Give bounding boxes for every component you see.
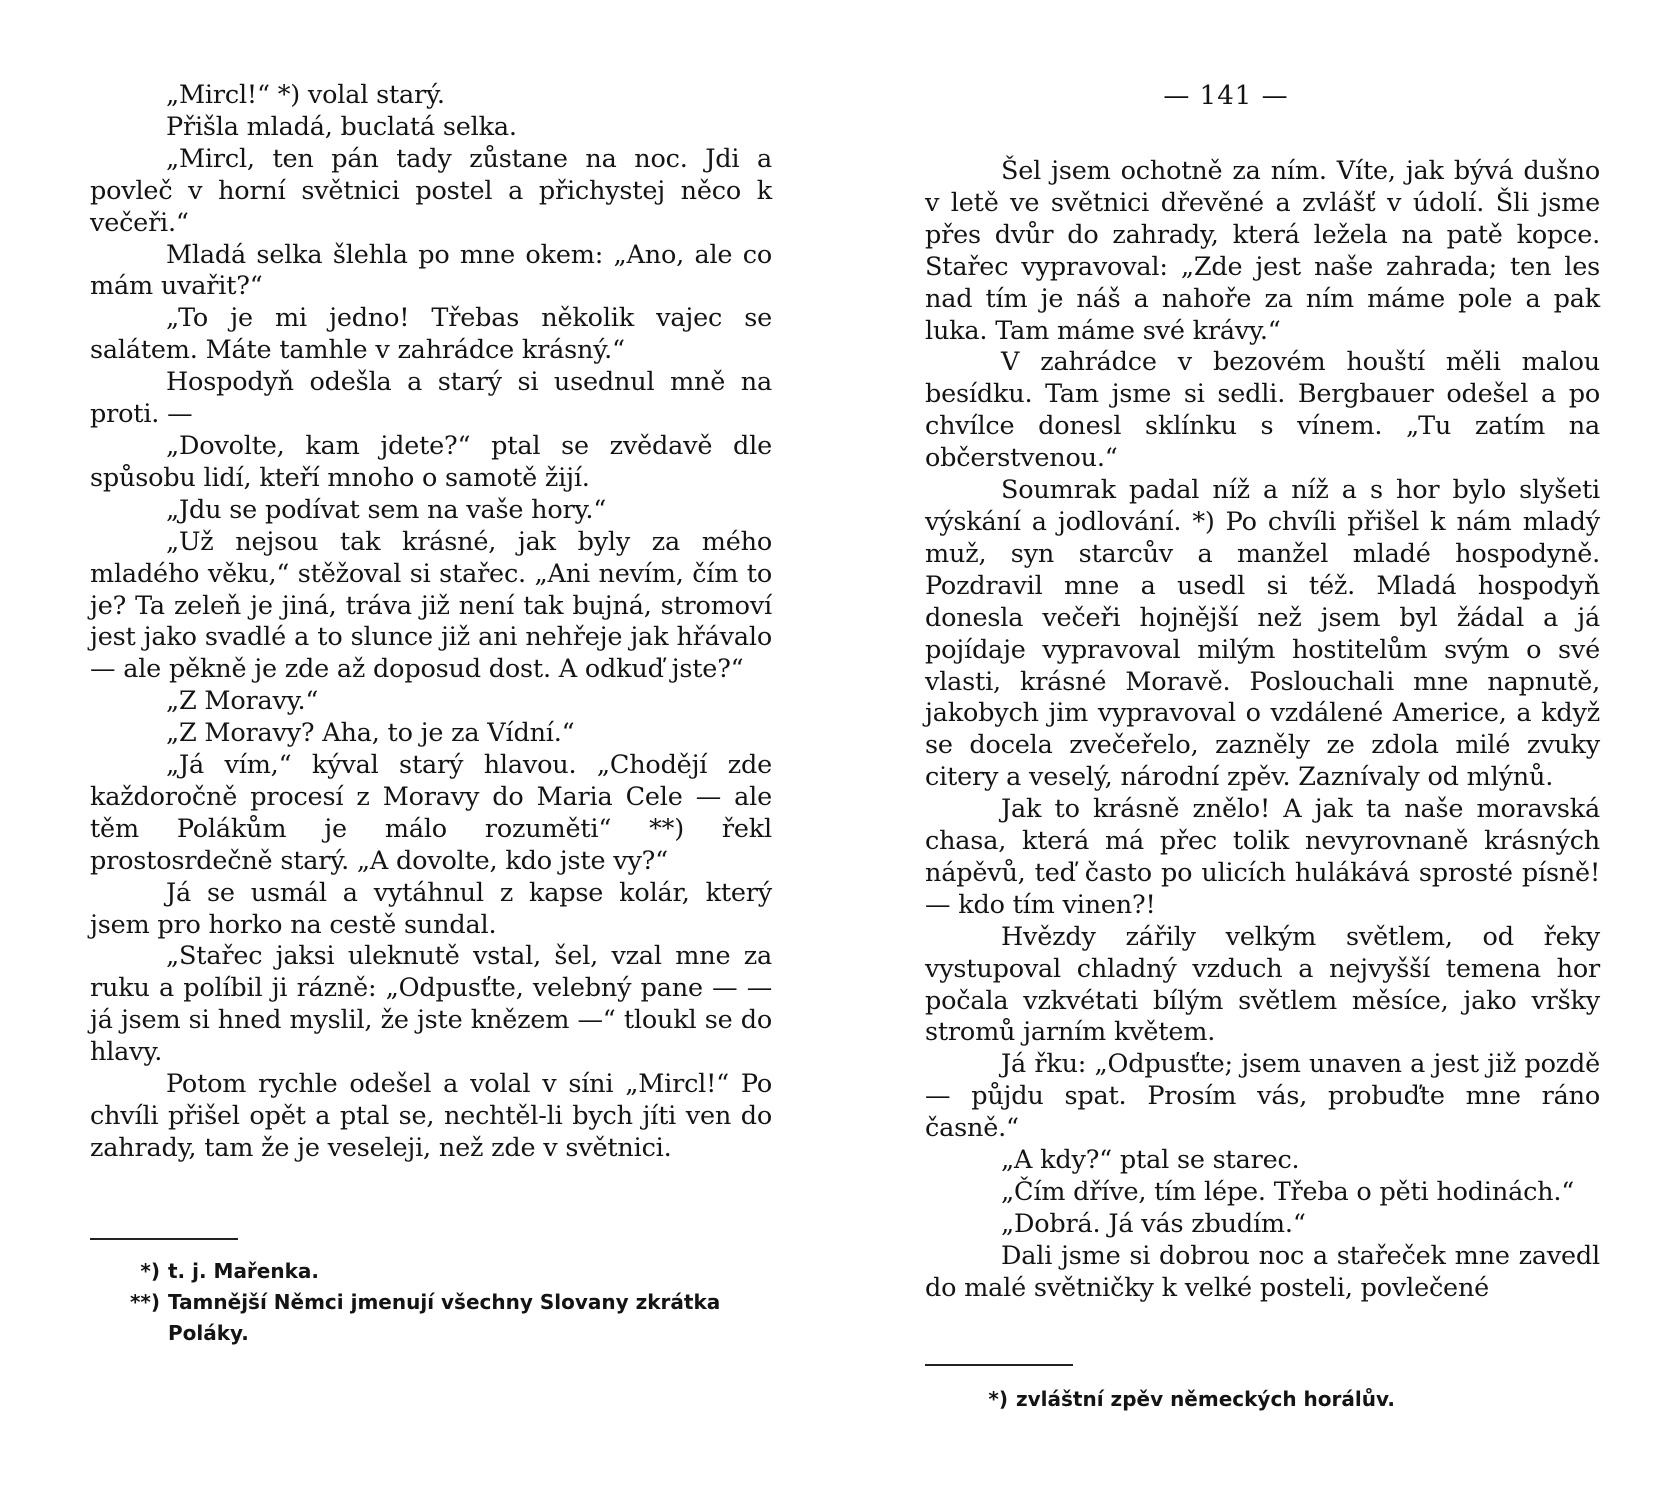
paragraph: Soumrak padal níž a níž a s hor bylo slyšeti výskání a jodlování. *) Po chvíli přišel k nám mladý muž, syn starcův a manžel mladé hospodyně. Pozdravil mne a usedl si též. Mladá hospodyň donesla večeři hojnější než jsem byl žádal a já pojídaje vypravoval milým hostitelům svým o své vlasti, krásné Moravě. Poslouchali mne napnutě, jakobych jim vypravoval o vzdálené Americe, a když se docela zvečeřelo, zazněly ze zdola milé zvuky citery a veselý, národní zpěv. Zaznívaly od mlýnů. [925,475,1600,793]
paragraph: Mladá selka šlehla po mne okem: „Ano, ale co mám uvařit?“ [90,239,772,302]
paragraph: Dali jsme si dobrou noc a stařeček mne zavedl do malé světničky k velké posteli, povlečené [925,1240,1600,1303]
left-page-body [90,80,772,1165]
paragraph: „Dovolte, kam jdete?“ ptal se zvědavě dle spůsobu lidí, kteří mnoho o samotě žijí. [90,430,772,493]
paragraph: „A kdy?“ ptal se starec. [1001,1145,1300,1176]
paragraph: „Mircl!“ *) volal starý. [166,80,445,110]
paragraph: „Dobrá. Já vás zbudím.“ [1001,1208,1306,1239]
paragraph: „Už nejsou tak krásné, jak byly za mého mladého věku,“ stěžoval si stařec. „Ani nevím, čím to je? Ta zeleň je jiná, tráva již není tak bujná, stromoví jest jako svadlé a to slunce již ani nehřeje jak hřávalo — ale pěkně je zde až doposud dost. A odkuď jste?“ [90,526,772,685]
paragraph: „Já vím,“ kýval starý hlavou. „Chodějí zde každoročně procesí z Moravy do Maria Cele — ale těm Polákům je málo rozuměti“ **) řekl prostosrdečně starý. „A dovolte, kdo jste vy?“ [90,750,772,876]
paragraph: „Z Moravy.“ [166,686,319,717]
paragraph: Hvězdy zářily velkým světlem, od řeky vystupoval chladný vzduch a nejvyšší temena hor počala vzkvétati bílým světlem měsíce, jako vršky stromů jarním květem. [925,921,1600,1048]
paragraph: „Stařec jaksi uleknutě vstal, šel, vzal mne za ruku a políbil ji rázně: „Odpusťte, velebný pane — — já jsem si hned myslil, že jste knězem —“ tloukl se do hlavy. [90,941,772,1068]
paragraph: „Čím dříve, tím lépe. Třeba o pěti hodinách.“ [1001,1177,1575,1207]
paragraph: Přišla mladá, buclatá selka. [166,111,517,142]
paragraph: V zahrádce v bezovém houští měli malou besídku. Tam jsme si sedli. Bergbauer odešel a po chvílce donesl sklínku s vínem. „Tu zatím na občerstvenou.“ [925,347,1600,474]
footnote [966,1384,1526,1415]
footnote-divider [925,1364,1073,1366]
page-number: — 141 — [1163,81,1289,111]
footnote [118,1256,778,1287]
right-footnotes [966,1384,1526,1415]
paragraph: Jak to krásně znělo! A jak ta naše moravská chasa, která má přec tolik nevyrovnaně krásných nápěvů, teď často po ulicích hulákává sprosté písně! — kdo tím vinen?! [925,794,1600,920]
footnote-mark: *) [140,1259,160,1283]
footnote-text: zvláštní zpěv německých horálův. [1016,1387,1395,1411]
right-page-body [925,156,1600,1305]
paragraph: Já řku: „Odpusťte; jsem unaven a jest již pozdě — půjdu spat. Prosím vás, probuďte mne ráno časně.“ [925,1049,1600,1144]
footnote-text: t. j. Mařenka. [168,1259,319,1283]
footnote-mark: *) [988,1387,1008,1411]
footnote-text: Tamnější Němci jmenují všechny Slovany zkrátka Poláky. [168,1290,721,1345]
footnote-mark: **) [129,1290,160,1314]
paragraph: Hospodyň odešla a starý si usednul mně na proti. — [90,367,772,430]
paragraph: Šel jsem ochotně za ním. Víte, jak bývá dušno v letě ve světnici dřevěné a zvlášť v údolí. Šli jsme přes dvůr do zahrady, která ležela na patě kopce. Stařec vypravoval: „Zde jest naše zahrada; ten les nad tím je náš a nahoře za ním máme pole a pak luka. Tam máme své krávy.“ [925,156,1600,346]
right-page [838,0,1676,1500]
footnote [118,1287,778,1349]
footnote-divider [90,1238,238,1240]
paragraph: „Mircl, ten pán tady zůstane na noc. Jdi a povleč v horní světnici postel a přichystej něco k večeři.“ [90,143,772,238]
paragraph: „Z Moravy? Aha, to je za Vídní.“ [166,718,575,749]
paragraph: „To je mi jedno! Třebas několik vajec se salátem. Máte tamhle v zahrádce krásný.“ [90,303,772,366]
paragraph: Já se usmál a vytáhnul z kapse kolár, který jsem pro horko na cestě sundal. [90,877,772,940]
paragraph: „Jdu se podívat sem na vaše hory.“ [166,494,607,525]
left-footnotes [118,1256,778,1349]
paragraph: Potom rychle odešel a volal v síni „Mircl!“ Po chvíli přišel opět a ptal se, nechtěl-li bych jíti ven do zahrady, tam že je veseleji, než zde v světnici. [90,1069,772,1163]
